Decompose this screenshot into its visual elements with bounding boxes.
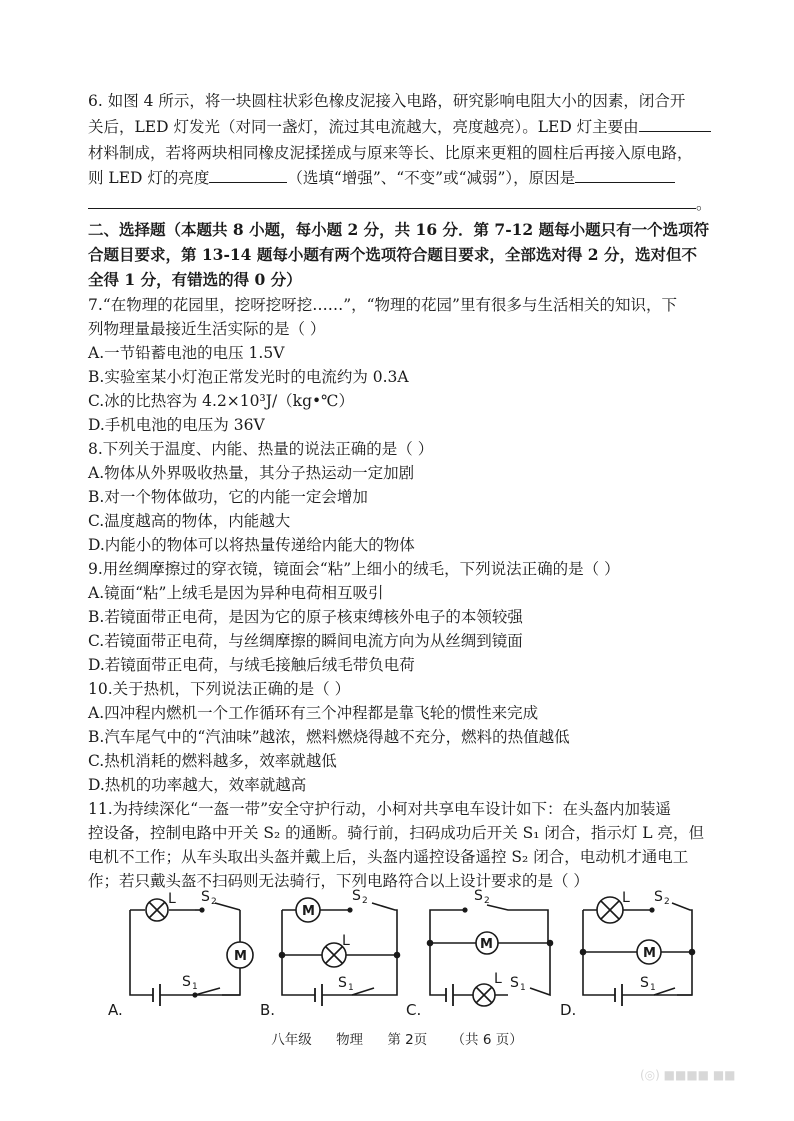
option-c-label: C. — [406, 1001, 422, 1019]
q6-line-2-text: 关后，LED 灯发光（对同一盏灯，流过其电流越大，亮度越亮）。LED 灯主要由 — [88, 118, 639, 136]
q10-option-d[interactable]: D.热机的功率越大，效率就越高 — [88, 776, 307, 794]
label-s: S — [338, 975, 347, 991]
q6-line-4a: 则 LED 灯的亮度 — [88, 169, 210, 187]
answer-blank-material[interactable] — [639, 115, 711, 132]
q11-line-1: 11.为持续深化“一盔一带”安全守护行动，小柯对共享电车设计如下：在头盔内加装遥 — [88, 800, 672, 818]
label-sub: 1 — [650, 983, 656, 993]
label-s: S — [201, 889, 210, 905]
label-l: L — [494, 971, 502, 987]
q9-stem: 9.用丝绸摩擦过的穿衣镜，镜面会“粘”上细小的绒毛，下列说法正确的是（ ） — [88, 560, 620, 578]
q6-line-1: 6. 如图 4 所示，将一块圆柱状彩色橡皮泥接入电路，研究影响电阻大小的因素，闭合开 — [88, 92, 686, 110]
q7-stem-1: 7.“在物理的花园里，挖呀挖呀挖……”，“物理的花园”里有很多与生活相关的知识，下 — [88, 296, 677, 314]
footer-page: 第 2页 — [387, 1032, 428, 1048]
label-s: S — [182, 974, 191, 990]
label-sub: 2 — [211, 897, 217, 907]
answer-blank-brightness[interactable] — [209, 166, 287, 183]
label-m: M — [234, 949, 247, 964]
q7-option-b[interactable]: B.实验室某小灯泡正常发光时的电流约为 0.3A — [88, 368, 409, 386]
q6-end-mark: 。 — [696, 195, 712, 213]
q11-line-4: 作；若只戴头盔不扫码则无法骑行，下列电路符合以上设计要求的是（ ） — [88, 872, 589, 890]
label-sub: 1 — [520, 983, 526, 993]
q10-option-b[interactable]: B.汽车尾气中的“汽油味”越浓，燃料燃烧得越不充分，燃料的热值越低 — [88, 728, 570, 746]
label-m: M — [302, 904, 315, 919]
circuit-c[interactable] — [406, 888, 553, 1019]
q7-option-d[interactable]: D.手机电池的电压为 36V — [88, 416, 265, 434]
answer-blank-reason-cont[interactable] — [88, 192, 696, 209]
q10-stem: 10.关于热机，下列说法正确的是（ ） — [88, 680, 351, 698]
battery-icon — [446, 984, 453, 1006]
battery-icon — [315, 984, 322, 1006]
q6-line-4b: （选填“增强”、“不变”或“减弱”），原因是 — [287, 169, 576, 187]
option-d-label: D. — [560, 1001, 577, 1019]
page-footer — [0, 1028, 794, 1048]
label-sub: 1 — [348, 983, 354, 993]
label-s: S — [352, 888, 361, 904]
q8-option-c[interactable]: C.温度越高的物体，内能越大 — [88, 512, 291, 530]
section2-line-3: 全得 1 分，有错选的得 0 分） — [88, 270, 302, 289]
label-s: S — [640, 975, 649, 991]
q8-option-a[interactable]: A.物体从外界吸收热量，其分子热运动一定加剧 — [88, 464, 415, 482]
q7-stem-2: 列物理量最接近生活实际的是（ ） — [88, 320, 326, 338]
label-m: M — [643, 946, 656, 961]
section2-line-2: 合题目要求，第 13-14 题每小题有两个选项符合题目要求，全部选对得 2 分，选对但不 — [88, 245, 697, 264]
footer-subject: 物理 — [336, 1032, 364, 1048]
label-sub: 1 — [192, 982, 198, 992]
label-m: M — [480, 937, 493, 952]
q10-option-c[interactable]: C.热机消耗的燃料越多，效率就越低 — [88, 752, 337, 770]
label-s: S — [474, 888, 483, 904]
q11-line-2: 控设备，控制电路中开关 S₂ 的通断。骑行前，扫码成功后开关 S₁ 闭合，指示灯 L 亮，但 — [88, 824, 705, 842]
footer-total: （共 6 页） — [451, 1032, 523, 1048]
q6-line-2 — [88, 115, 711, 139]
q9-option-c[interactable]: C.若镜面带正电荷，与丝绸摩擦的瞬间电流方向为从丝绸到镜面 — [88, 632, 523, 650]
q9-option-b[interactable]: B.若镜面带正电荷，是因为它的原子核束缚核外电子的本领较强 — [88, 608, 523, 626]
q7-option-a[interactable]: A.一节铅蓄电池的电压 1.5V — [88, 344, 285, 362]
answer-blank-reason[interactable] — [575, 166, 675, 183]
battery-icon — [615, 984, 622, 1006]
option-b-label: B. — [260, 1001, 276, 1019]
label-l: L — [622, 890, 630, 906]
label-l: L — [342, 933, 350, 949]
q8-option-d[interactable]: D.内能小的物体可以将热量传递给内能大的物体 — [88, 536, 415, 554]
label-sub: 2 — [362, 896, 368, 906]
q11-line-3: 电机不工作；从车头取出头盔并戴上后，头盔内遥控设备遥控 S₂ 闭合，电动机才通电工 — [88, 848, 689, 866]
q8-stem: 8.下列关于温度、内能、热量的说法正确的是（ ） — [88, 440, 434, 458]
label-sub: 2 — [484, 896, 490, 906]
q9-option-d[interactable]: D.若镜面带正电荷，与绒毛接触后绒毛带负电荷 — [88, 656, 415, 674]
battery-icon — [153, 984, 160, 1006]
label-sub: 2 — [664, 897, 670, 907]
watermark: (◎) ■■■■ ■■ — [640, 1068, 736, 1082]
label-s: S — [654, 889, 663, 905]
q10-option-a[interactable]: A.四冲程内燃机一个工作循环有三个冲程都是靠飞轮的惯性来完成 — [88, 704, 539, 722]
q6-line-3: 材料制成，若将两块相同橡皮泥揉搓成与原来等长、比原来更粗的圆柱后再接入原电路， — [88, 144, 693, 162]
q9-option-a[interactable]: A.镜面“粘”上绒毛是因为异种电荷相互吸引 — [88, 584, 384, 602]
label-s: S — [510, 975, 519, 991]
q8-option-b[interactable]: B.对一个物体做功，它的内能一定会增加 — [88, 488, 368, 506]
q6-line-4 — [88, 166, 675, 190]
footer-grade: 八年级 — [271, 1032, 312, 1048]
section2-line-1: 二、选择题（本题共 8 小题，每小题 2 分，共 16 分．第 7-12 题每小题只有一个选项符 — [88, 220, 710, 239]
circuit-diagrams — [0, 885, 794, 1025]
circuit-a[interactable] — [108, 889, 253, 1019]
q6-line-5 — [88, 192, 712, 216]
option-a-label: A. — [108, 1001, 123, 1019]
circuit-b[interactable] — [260, 888, 400, 1019]
label-l: L — [168, 891, 176, 907]
q7-option-c[interactable]: C.冰的比热容为 4.2×10³J/（kg•℃） — [88, 392, 354, 410]
circuit-d[interactable] — [560, 889, 695, 1019]
